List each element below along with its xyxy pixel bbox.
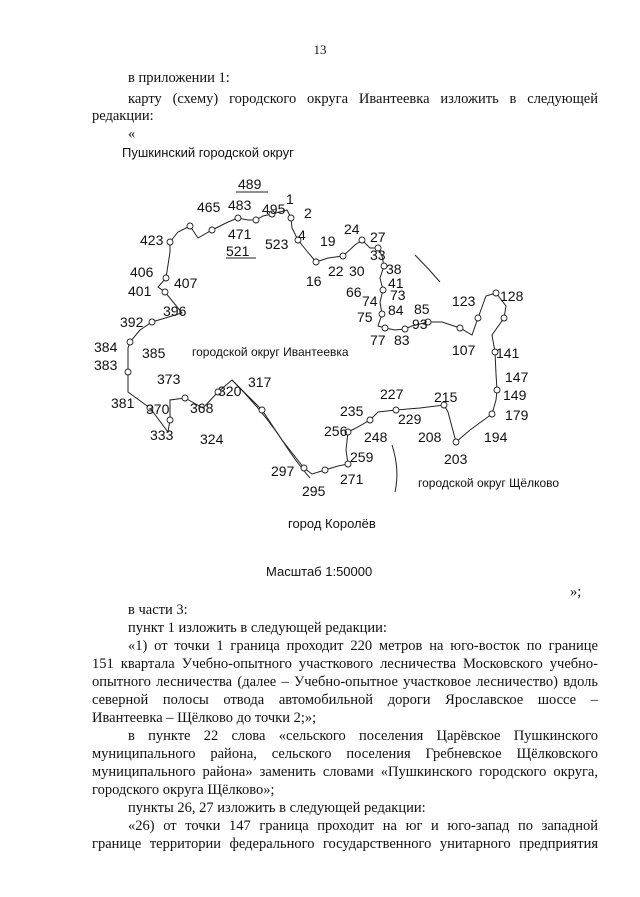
point-label: 84 [388,302,404,318]
body-p1: в части 3: [128,602,188,618]
point-label: 465 [197,199,221,215]
point-label: 83 [394,332,410,348]
point-label: 471 [228,226,252,242]
point-label: 2 [304,205,312,221]
point-label: 27 [370,229,386,245]
boundary-point-marker [167,417,173,423]
body-p3-l2: 151 квартала Учебно-опытного участкового лесничества Московского учебно- [92,656,598,672]
boundary-point-marker [453,439,459,445]
point-label: 384 [94,339,118,355]
point-label: 93 [412,316,428,332]
boundary-map [0,160,640,560]
point-label: 423 [140,232,164,248]
boundary-point-marker [359,237,365,243]
point-label: 4 [298,227,306,243]
center-region-label: городской округ Ивантеевка [192,345,349,359]
point-label: 141 [496,345,520,361]
point-label: 324 [200,431,224,447]
point-label: 77 [370,332,386,348]
intro-line-2: карту (схему) городского округа Ивантеевка изложить в следующей [128,91,598,107]
point-label: 123 [452,293,476,309]
boundary-point-marker [259,407,265,413]
boundary-point-marker [340,253,346,259]
point-label: 381 [111,395,135,411]
boundary-point-marker [322,467,328,473]
point-label: 74 [362,293,378,309]
point-label: 16 [306,273,322,289]
boundary-point-marker [494,387,500,393]
boundary-point-marker [475,315,481,321]
boundary-point-marker [235,215,241,221]
point-label: 368 [190,400,214,416]
point-label: 194 [484,429,508,445]
boundary-point-marker [380,287,386,293]
point-label: 149 [503,387,527,403]
point-label: 495 [262,201,286,217]
point-label: 248 [364,429,388,445]
point-label: 41 [388,275,404,291]
body-p3-l1: «1) от точки 1 граница проходит 220 метров на юго-восток по границе [128,638,598,654]
point-label: 85 [414,301,430,317]
boundary-point-marker [187,223,193,229]
boundary-point-marker [367,417,373,423]
point-label: 73 [390,287,406,303]
body-p3-l5: Ивантеевка – Щёлково до точки 2;»; [92,710,317,726]
boundary-point-marker [301,465,307,471]
point-label: 128 [500,288,524,304]
city-boundary-line [128,210,506,474]
point-label: 317 [248,374,272,390]
point-label: 33 [370,247,386,263]
point-label: 406 [130,264,154,280]
point-label: 392 [120,314,144,330]
point-label: 179 [505,407,529,423]
point-label: 24 [344,221,360,237]
boundary-point-marker [382,325,388,331]
point-label: 30 [349,263,365,279]
body-p4-l3: муниципального района» заменить словами «Пушкинского городского округа, [92,764,598,780]
boundary-point-marker [313,259,319,265]
boundary-point-marker [288,215,294,221]
map-south-label: город Королёв [288,516,376,531]
point-label: 235 [340,403,364,419]
boundary-point-marker [493,290,499,296]
body-p5: пункты 26, 27 изложить в следующей редакции: [128,800,426,816]
body-p3-l4: северной полосы отвода автомобильной дороги Ярославское шоссе – [92,692,598,708]
boundary-point-marker [163,275,169,281]
intro-line-3: редакции: [92,108,154,124]
point-label: 229 [398,411,422,427]
boundary-point-marker [162,289,168,295]
east-region-label: городской округ Щёлково [418,476,560,490]
boundary-point-marker [127,339,133,345]
point-label: 271 [340,471,364,487]
point-label: 38 [386,261,402,277]
point-label: 333 [150,427,174,443]
point-label: 523 [265,236,289,252]
point-labels [94,176,529,499]
point-label: 489 [238,176,262,192]
point-label: 320 [218,383,242,399]
point-label: 521 [226,243,250,259]
point-label: 256 [324,423,348,439]
map-scale: Масштаб 1:50000 [266,564,373,579]
point-label: 407 [174,275,198,291]
point-label: 215 [434,389,458,405]
point-label: 396 [163,303,187,319]
point-label: 107 [452,342,476,358]
point-label: 208 [418,429,442,445]
point-label: 227 [380,386,404,402]
boundary-point-marker [501,315,507,321]
close-quote: »; [570,584,582,600]
point-label: 297 [271,463,295,479]
boundary-point-marker [379,311,385,317]
boundary-point-marker [209,227,215,233]
point-label: 203 [444,451,468,467]
page-number: 13 [313,42,327,57]
boundary-point-marker [457,325,463,331]
body-p4-l1: в пункте 22 слова «сельского поселения Царёвское Пушкинского [128,728,598,744]
boundary-point-marker [125,369,131,375]
body-p2: пункт 1 изложить в следующей редакции: [128,620,387,636]
point-label: 259 [350,449,374,465]
body-p3-l3: опытного лесничества (далее – Учебно-опытное участковое лесничество) вдоль [92,674,598,690]
map-top-label: Пушкинский городской округ [122,145,294,160]
point-label: 19 [320,233,336,249]
body-p4-l2: муниципального района, сельского поселения Гребневское Щёлковского [92,746,598,762]
point-label: 295 [302,483,326,499]
point-label: 22 [328,263,344,279]
boundary-point-marker [253,217,259,223]
point-label: 373 [157,371,181,387]
intro-line-1: в приложении 1: [128,70,230,86]
boundary-point-marker [167,239,173,245]
open-quote: « [128,126,136,142]
boundary-point-marker [182,395,188,401]
point-label: 66 [346,284,362,300]
body-p6-l1: «26) от точки 147 граница проходит на юг и юго-запад по западной [128,818,598,834]
point-label: 75 [357,309,373,325]
boundary-points [125,211,507,473]
point-label: 383 [94,357,118,373]
body-p6-l2: границе территории федерального государственного унитарного предприятия [92,836,598,852]
point-label: 1 [286,191,294,207]
point-label: 401 [128,283,152,299]
boundary-point-marker [489,411,495,417]
point-label: 385 [142,345,166,361]
point-label: 147 [505,369,529,385]
point-label: 483 [228,197,252,213]
point-label: 370 [146,401,170,417]
body-p4-l4: городского округа Щёлково»; [92,782,275,798]
boundary-point-marker [149,319,155,325]
